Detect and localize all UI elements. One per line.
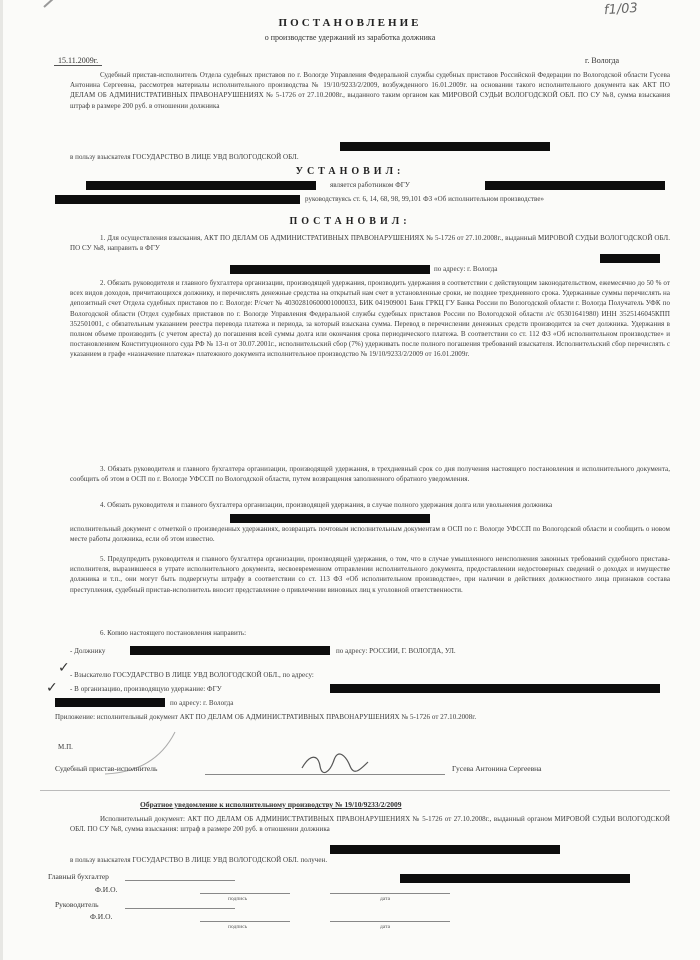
resolution-paragraph-3: 3. Обязать руководителя и главного бухгалтера организации, производящей удержания, в трехдневный срок со дня получения настоящего постановления и исполнительного документа, сообщить об этом в ОСП по г. Вологде УФССП по Вологодской области, путем возвращения заполненного обратного уведомления.: [70, 465, 670, 484]
return-paragraph: Исполнительный документ: АКТ ПО ДЕЛАМ ОБ АДМИНИСТРАТИВНЫХ ПРАВОНАРУШЕНИЯХ № 5-1726 от 27.10.2008г., выданный органом МИРОВОЙ СУДЬИ ВОЛОГОДСКОЙ ОБЛ. ПО СУ №8, сумма взыскания: штраф в размере 200 руб. в отношении должника: [70, 815, 670, 834]
document-subtitle: о производстве удержаний из заработка должника: [264, 33, 436, 42]
chief-accountant-signature-caption: подпись: [228, 896, 248, 902]
resolution-paragraph-1-tail: по адресу: г. Вологда: [434, 265, 498, 273]
redaction-organization-4: [230, 265, 430, 274]
stamp-placeholder: М.П.: [58, 743, 73, 751]
check-mark-icon: ✓: [58, 660, 70, 676]
redaction-organization-1: [485, 181, 665, 190]
head-signature-line: [200, 921, 290, 922]
resolution-paragraph-5: 5. Предупредить руководителя и главного бухгалтера организации, производящей удержания, о том, что в случае умышленного неисполнения законных требований судебного пристава-исполнителя, выразившееся в утрате исполнительного документа, несвоевременном отправлении исполнительного документа, предоставлении недостоверных сведений о доходах и имуществе должника и т.п., они могут быть подвергнуты штрафу в соответствии со ст. 113 ФЗ «Об исполнительном производстве», при наличии в действиях должностного лица признаков состава преступления, судебный пристав-исполнитель вносит представление о привлечении виновных лиц к уголовной ответственности.: [70, 555, 670, 594]
head-fio: Ф.И.О.: [90, 912, 113, 921]
send-creditor: - Взыскателю ГОСУДАРСТВО В ЛИЦЕ УВД ВОЛОГОДСКОЙ ОБЛ., по адресу:: [70, 671, 314, 679]
head-label: Руководитель: [55, 900, 99, 909]
return-tail: в пользу взыскателя ГОСУДАРСТВО В ЛИЦЕ УВД ВОЛОГОДСКОЙ ОБЛ. получен.: [70, 856, 328, 864]
established-text-1: является работником ФГУ: [330, 181, 410, 189]
redaction-debtor-3: [230, 514, 430, 523]
document-date: 15.11.2009г.: [54, 56, 102, 66]
head-date-line: [330, 921, 450, 922]
redaction-debtor-5: [330, 845, 560, 854]
document-place: г. Вологда: [585, 56, 620, 65]
handwritten-note: f1/03: [603, 0, 639, 19]
head-signature-caption: подпись: [228, 924, 248, 930]
redaction-organization-3: [600, 254, 660, 263]
send-debtor-label: - Должнику: [70, 647, 106, 655]
check-mark-icon: ✓: [46, 680, 58, 696]
chief-accountant-date-line: [330, 893, 450, 894]
send-organization-address: по адресу: г. Вологда: [170, 699, 234, 707]
bailiff-name: Гусева Антонина Сергеевна: [452, 764, 542, 773]
send-debtor-address: по адресу: РОССИИ, Г. ВОЛОГДА, УЛ.: [336, 647, 456, 655]
resolution-paragraph-6: 6. Копию настоящего постановления направить:: [100, 629, 247, 637]
resolution-paragraph-4: 4. Обязать руководителя и главного бухгалтера организации, производящей удержания, в случае полного удержания долга или увольнения должника: [100, 501, 553, 509]
heading-resolved: ПОСТАНОВИЛ:: [289, 216, 411, 227]
chief-accountant-signature-line: [200, 893, 290, 894]
resolution-paragraph-1: 1. Для осуществления взыскания, АКТ ПО ДЕЛАМ ОБ АДМИНИСТРАТИВНЫХ ПРАВОНАРУШЕНИЯХ № 5-1726 от 27.10.2008г., выданный МИРОВОЙ СУДЬИ ВОЛОГОДСКОЙ ОБЛ. ПО СУ №8, направить в ФГУ: [70, 234, 670, 253]
redaction-organization-5: [330, 684, 660, 693]
intro-tail: в пользу взыскателя ГОСУДАРСТВО В ЛИЦЕ УВД ВОЛОГОДСКОЙ ОБЛ.: [70, 153, 299, 161]
bailiff-label: Судебный пристав-исполнитель: [55, 764, 158, 773]
resolution-paragraph-2: 2. Обязать руководителя и главного бухгалтера организации, производящей удержания, производить удержания в соответствии с действующим законодательством, ежемесячно до 50 % от всех видов доходов, причитающихся должнику, и перечислять денежные средства на открытый нам счет в установленные сроки, не позднее трехдневного срока. Удержанные суммы перечислять на депозитный счет Отдела судебных приставов по г. Вологде: Р/счет № 40302810600001000033, БИК 041909001 Банк ГРКЦ ГУ Банка России по Вологодской области г. Вологда Получатель УФК по Вологодской области (Отдел судебных приставов по г. Вологде Управления Федеральной службы судебных приставов России по Вологодской области л/с 05301641980) ИНН 3525146045КПП 352501001, с обязательным указанием реестра перевода платежа и периода, за который взыскана сумма. Перевод в перечислении денежных средств производится за счет должника. Удержания в полном объеме производить (с учетом ареста) до погашения всей суммы долга или окончания срока периодического платежа. В соответствии со ст. 112 ФЗ «Об исполнительном производстве» и постановлением Конституционного суда РФ № 13-п от 30.07.2001г., исполнительский сбор (7%) удерживать после полного погашения требований взыскателя. Исполнительский сбор перечислять с указанием в графе «назначение платежа» платежного документа исполнительное производство № 19/10/9233/2/2009 от 16.01.2009г.: [70, 279, 670, 359]
scan-edge: [0, 0, 3, 960]
redaction-debtor-4: [130, 646, 330, 655]
established-text-2: руководствуясь ст. 6, 14, 68, 98, 99,101 ФЗ «Об исполнительном производстве»: [305, 195, 545, 203]
resolution-paragraph-4-tail: исполнительный документ с отметкой о произведенных удержаниях, возвращать почтовым исполнительным документам в ОСП по г. Вологде УФССП по Вологодской области и сообщить о новом месте работы должника, если об этом известно.: [70, 525, 670, 544]
chief-accountant-date-caption: дата: [380, 896, 391, 902]
return-title: Обратное уведомление к исполнительному производству № 19/10/9233/2/2009: [140, 800, 402, 809]
document-title: ПОСТАНОВЛЕНИЕ: [278, 17, 422, 29]
bailiff-signature-line: [205, 774, 445, 775]
redaction-organization-2: [55, 195, 300, 204]
chief-accountant-line: [125, 880, 235, 881]
redaction-debtor-2: [86, 181, 316, 190]
chief-accountant-label: Главный бухгалтер: [48, 872, 109, 881]
section-divider: [40, 790, 670, 791]
redaction-accountant: [400, 874, 630, 883]
signature-icon: [300, 752, 370, 774]
attachment-line: Приложение: исполнительный документ АКТ ПО ДЕЛАМ ОБ АДМИНИСТРАТИВНЫХ ПРАВОНАРУШЕНИЯХ № 5-1726 от 27.10.2008г.: [55, 713, 477, 721]
fold-mark: [43, 0, 74, 8]
send-organization-label: - В организацию, производящую удержание: ФГУ: [70, 685, 222, 693]
heading-established: УСТАНОВИЛ:: [295, 166, 405, 177]
redaction-debtor-1: [340, 142, 550, 151]
chief-accountant-fio: Ф.И.О.: [95, 885, 118, 894]
redaction-organization-6: [55, 698, 165, 707]
head-date-caption: дата: [380, 924, 391, 930]
head-line: [125, 908, 235, 909]
intro-paragraph: Судебный пристав-исполнитель Отдела судебных приставов по г. Вологде Управления Федеральной службы судебных приставов Российской Федерации по Вологодской области Гусева Антонина Сергеевна, рассмотрев материалы исполнительного производства № 19/10/9233/2/2009, возбужденного 16.01.2009г. на основании такого исполнительного документа как АКТ ПО ДЕЛАМ ОБ АДМИНИСТРАТИВНЫХ ПРАВОНАРУШЕНИЯХ № 5-1726 от 27.10.2008г., выданного таким органом как МИРОВОЙ СУДЬИ ВОЛОГОДСКОЙ ОБЛ. ПО СУ №8, сумма взыскания штраф в размере 200 руб. в отношении должника: [70, 71, 670, 110]
